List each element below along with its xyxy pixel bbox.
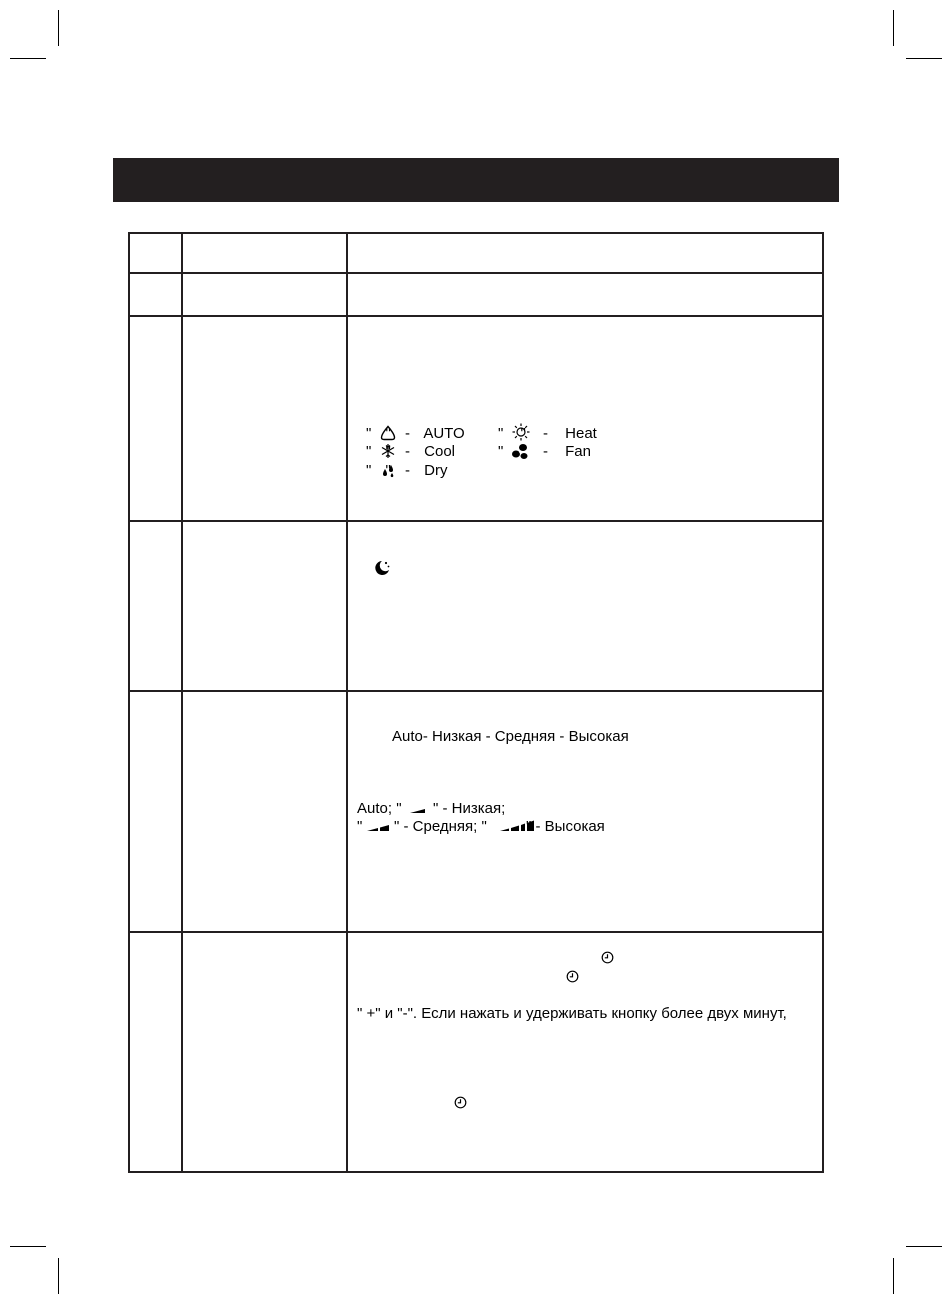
timer-hold-text: " +" и "-". Если нажать и удерживать кнопку более двух минут,: [357, 1005, 787, 1022]
fan-speed-sequence: Auto- Низкая - Средняя - Высокая: [392, 728, 629, 745]
function-table: [128, 232, 824, 1173]
mode-dry-text: " " - Dry: [366, 462, 448, 479]
clock-icon: [454, 1096, 467, 1109]
column-divider: [346, 234, 348, 1171]
moon-stars-icon: [373, 559, 391, 577]
mode-auto-text: " " - AUTO: [366, 425, 465, 442]
section-header-bar: [113, 158, 839, 202]
mode-cool-text: " " - Cool: [366, 443, 455, 460]
fan-speed-medium-text: " - Средняя; ": [394, 818, 487, 835]
row-divider: [130, 520, 822, 522]
row-divider: [130, 272, 822, 274]
crop-mark: [893, 1258, 894, 1294]
row-divider: [130, 315, 822, 317]
clock-icon: [566, 970, 579, 983]
fan-speed-low-text: " - Низкая;: [433, 800, 506, 817]
crop-mark: [906, 58, 942, 59]
fan-speed-medium-icon: [367, 819, 391, 833]
clock-icon: [601, 951, 614, 964]
crop-mark: [10, 1246, 46, 1247]
fan-speed-auto-text: Auto; ": [357, 800, 402, 817]
row-divider: [130, 931, 822, 933]
column-divider: [181, 234, 183, 1171]
fan-speed-high-text: " - Высокая: [526, 818, 605, 835]
crop-mark: [58, 10, 59, 46]
mode-heat-text: " " - Heat: [498, 425, 597, 442]
crop-mark: [906, 1246, 942, 1247]
fan-speed-quote: ": [357, 818, 363, 835]
mode-fan-text: " " - Fan: [498, 443, 591, 460]
fan-speed-low-icon: [410, 801, 426, 815]
row-divider: [130, 690, 822, 692]
crop-mark: [58, 1258, 59, 1294]
crop-mark: [10, 58, 46, 59]
crop-mark: [893, 10, 894, 46]
